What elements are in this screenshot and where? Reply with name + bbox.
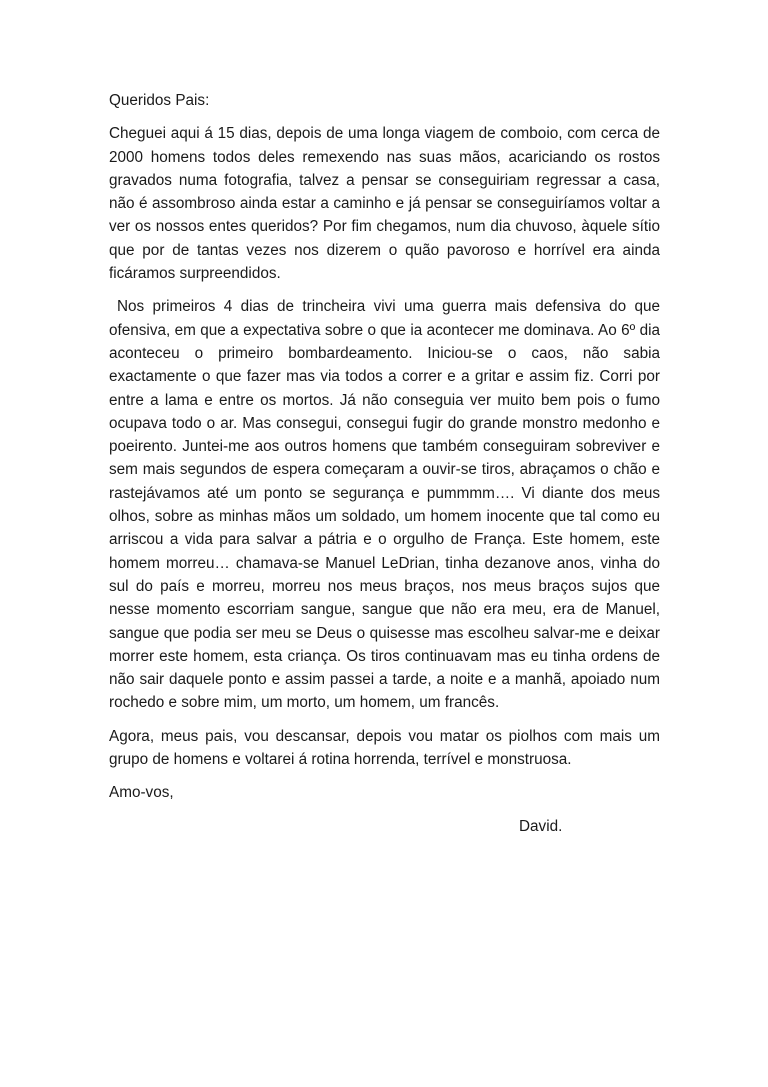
letter-paragraph-1: Cheguei aqui á 15 dias, depois de uma longa viagem de comboio, com cerca de 2000 homens todos deles remexendo nas suas mãos, acariciando os rostos gravados numa fotografia, talvez a pensar se conseguiriam regressar a casa, não é assombroso ainda estar a caminho e já pensar se conseguiríamos voltar a ver os nossos entes queridos? Por fim chegamos, num dia chuvoso, àquele sítio que por de tantas vezes nos dizerem o quão pavoroso e horrível era ainda ficáramos surpreendidos. (109, 125, 660, 283)
letter-salutation: Queridos Pais: (109, 92, 210, 109)
letter-paragraph-2: Nos primeiros 4 dias de trincheira vivi uma guerra mais defensiva do que ofensiva, em que a expectativa sobre o que ia acontecer me dominava. Ao 6º dia aconteceu o primeiro bombardeamento. Iniciou-se o caos, não sabia exactamente o que fazer mas via todos a correr e a gritar e assim fiz. Corri por entre a lama e entre os mortos. Já não conseguia ver muito bem pois o fumo ocupava todo o ar. Mas consegui, consegui fugir do grande monstro medonho e poeirento. Juntei-me aos outros homens que também conseguiram sobreviver e sem mais segundos de espera começaram a ouvir-se tiros, abraçamos o chão e rastejávamos até um ponto se segurança e pummmm…. Vi diante dos meus olhos, sobre as minhas mãos um soldado, um homem inocente que tal como eu arriscou a vida para salvar a pátria e o orgulho de França. Este homem, este homem morreu… chamava-se Manuel LeDrian, tinha dezanove anos, vinha do sul do país e morreu, morreu nos meus braços, nos meus braços sujos que nesse momento escorriam sangue, sangue que não era meu, era de Manuel, sangue que podia ser meu se Deus o quisesse mas escolheu salvar-me e deixar morrer este homem, esta criança. Os tiros continuavam mas eu tinha ordens de não sair daquele ponto e assim passei a tarde, a noite e a manhã, apoiado num rochedo e sobre mim, um morto, um homem, um francês. (109, 298, 660, 712)
letter-signature: David. (519, 817, 563, 835)
letter-body (109, 89, 660, 838)
letter-paragraph-3: Agora, meus pais, vou descansar, depois vou matar os piolhos com mais um grupo de homens e voltarei á rotina horrenda, terrível e monstruosa. (109, 727, 660, 769)
letter-closing: Amo-vos, (109, 784, 174, 802)
